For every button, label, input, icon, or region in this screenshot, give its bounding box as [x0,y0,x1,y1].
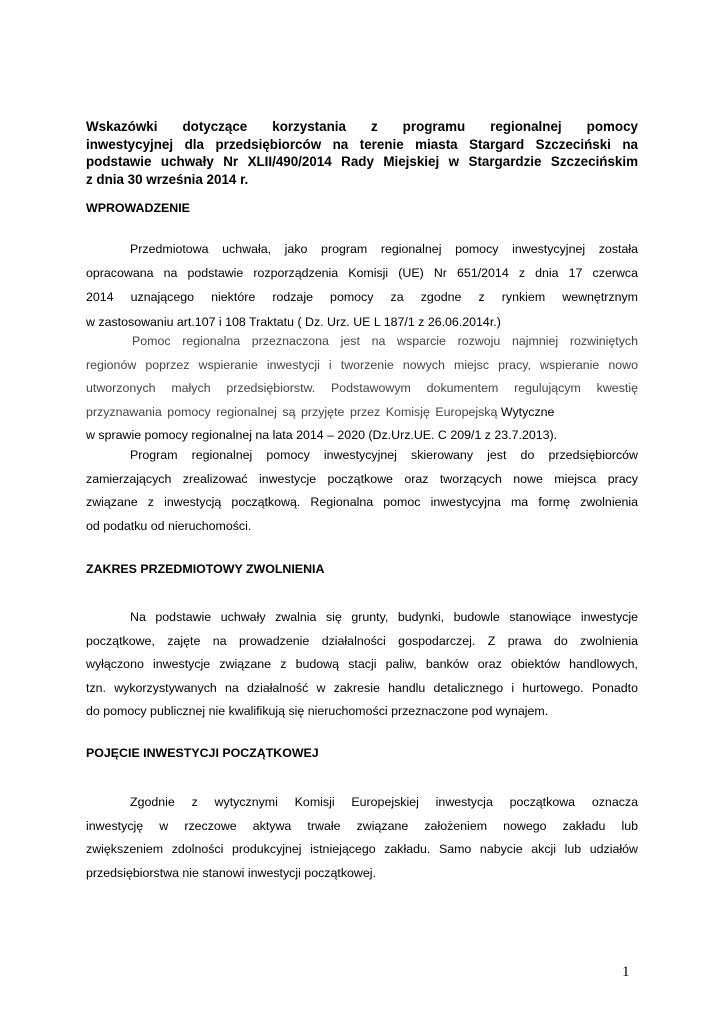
paragraph-line: 2014 uznającego niektóre rodzaje pomocy za zgodne z rynkiem wewnętrznym [86,290,638,305]
paragraph-line-mixed [86,401,638,425]
paragraph-program-target [86,444,638,538]
paragraph-line: Przedmiotowa uchwała, jako program regionalnej pomocy inwestycyjnej została [130,242,638,256]
section-heading-pojecie: POJĘCIE INWESTYCJI POCZĄTKOWEJ [86,746,319,760]
page-number: 1 [622,964,630,980]
paragraph-line: związane z inwestycją początkową. Regionalna pomoc inwestycyjna ma formę zwolnienia [86,495,638,509]
title-line: podstawie uchwały Nr XLII/490/2014 Rady Miejskiej w Stargardzie Szczecińskim [86,154,638,169]
paragraph-line: wyłączono inwestycje związane z budową stacji paliw, banków oraz obiektów handlowych, [86,657,638,671]
paragraph-line: w sprawie pomocy regionalnej na lata 2014 – 2020 (Dz.Urz.UE. C 209/1 z 23.7.2013). [86,428,558,442]
section-heading-zakres: ZAKRES PRZEDMIOTOWY ZWOLNIENIA [86,562,325,576]
paragraph-line: tzn. wykorzystywanych na działalność w zakresie handlu detalicznego i hurtowego. Ponadto [86,680,638,695]
paragraph-line-gray-part: przyznawania pomocy regionalnej są przyjęte przez Komisję Europejską [86,404,498,419]
title-line: inwestycyjnej dla przedsiębiorców na terenie miasta Stargard Szczeciński na [86,136,638,152]
paragraph-line: początkowe, zajęte na prowadzenie działalności gospodarczej. Z prawa do zwolnienia [86,633,638,648]
paragraph-line-black-part: Wytyczne [500,404,555,419]
section-heading-wprowadzenie: WPROWADZENIE [86,201,190,215]
paragraph-initial-investment [86,791,638,885]
paragraph-line: od podatku od nieruchomości. [86,518,252,533]
paragraph-exemption-scope [86,606,638,724]
paragraph-line: zwiększeniem zdolności produkcyjnej istniejącego zakładu. Samo nabycie akcji lub udziałów [86,842,638,856]
paragraph-line: w zastosowaniu art.107 i 108 Traktatu ( Dz. Urz. UE L 187/1 z 26.06.2014r.) [86,314,501,329]
paragraph-line: Program regionalnej pomocy inwestycyjnej skierowany jest do przedsiębiorców [130,448,638,462]
paragraph-line: zamierzających zrealizować inwestycje początkowe oraz tworzących nowe miejsca pracy [86,471,638,486]
paragraph-line: utworzonych małych przedsiębiorstw. Podstawowym dokumentem regulującym kwestię [86,381,638,395]
paragraph-line: Pomoc regionalna przeznaczona jest na wsparcie rozwoju najmniej rozwiniętych [132,334,638,348]
title-line: z dnia 30 września 2014 r. [86,171,249,187]
paragraph-line: Na podstawie uchwały zwalnia się grunty, budynki, budowle stanowiące inwestycje [130,610,638,624]
document-title [86,118,638,188]
paragraph-line: przedsiębiorstwa nie stanowi inwestycji początkowej. [86,865,376,880]
paragraph-line: regionów poprzez wspieranie inwestycji i tworzenie nowych miejsc pracy, wspieranie nowo [86,357,638,372]
title-line: Wskazówki dotyczące korzystania z programu regionalnej pomocy [86,119,638,134]
paragraph-line: inwestycję w rzeczowe aktywa trwałe związane założeniem nowego zakładu lub [86,818,638,833]
paragraph-line: do pomocy publicznej nie kwalifikują się nieruchomości przeznaczone pod wynajem. [86,704,549,718]
paragraph-line: Zgodnie z wytycznymi Komisji Europejskiej inwestycja początkowa oznacza [130,795,638,809]
paragraph-line: opracowana na podstawie rozporządzenia Komisji (UE) Nr 651/2014 z dnia 17 czerwca [86,266,638,281]
paragraph-introduction [86,237,638,334]
paragraph-regional-aid [86,330,638,448]
